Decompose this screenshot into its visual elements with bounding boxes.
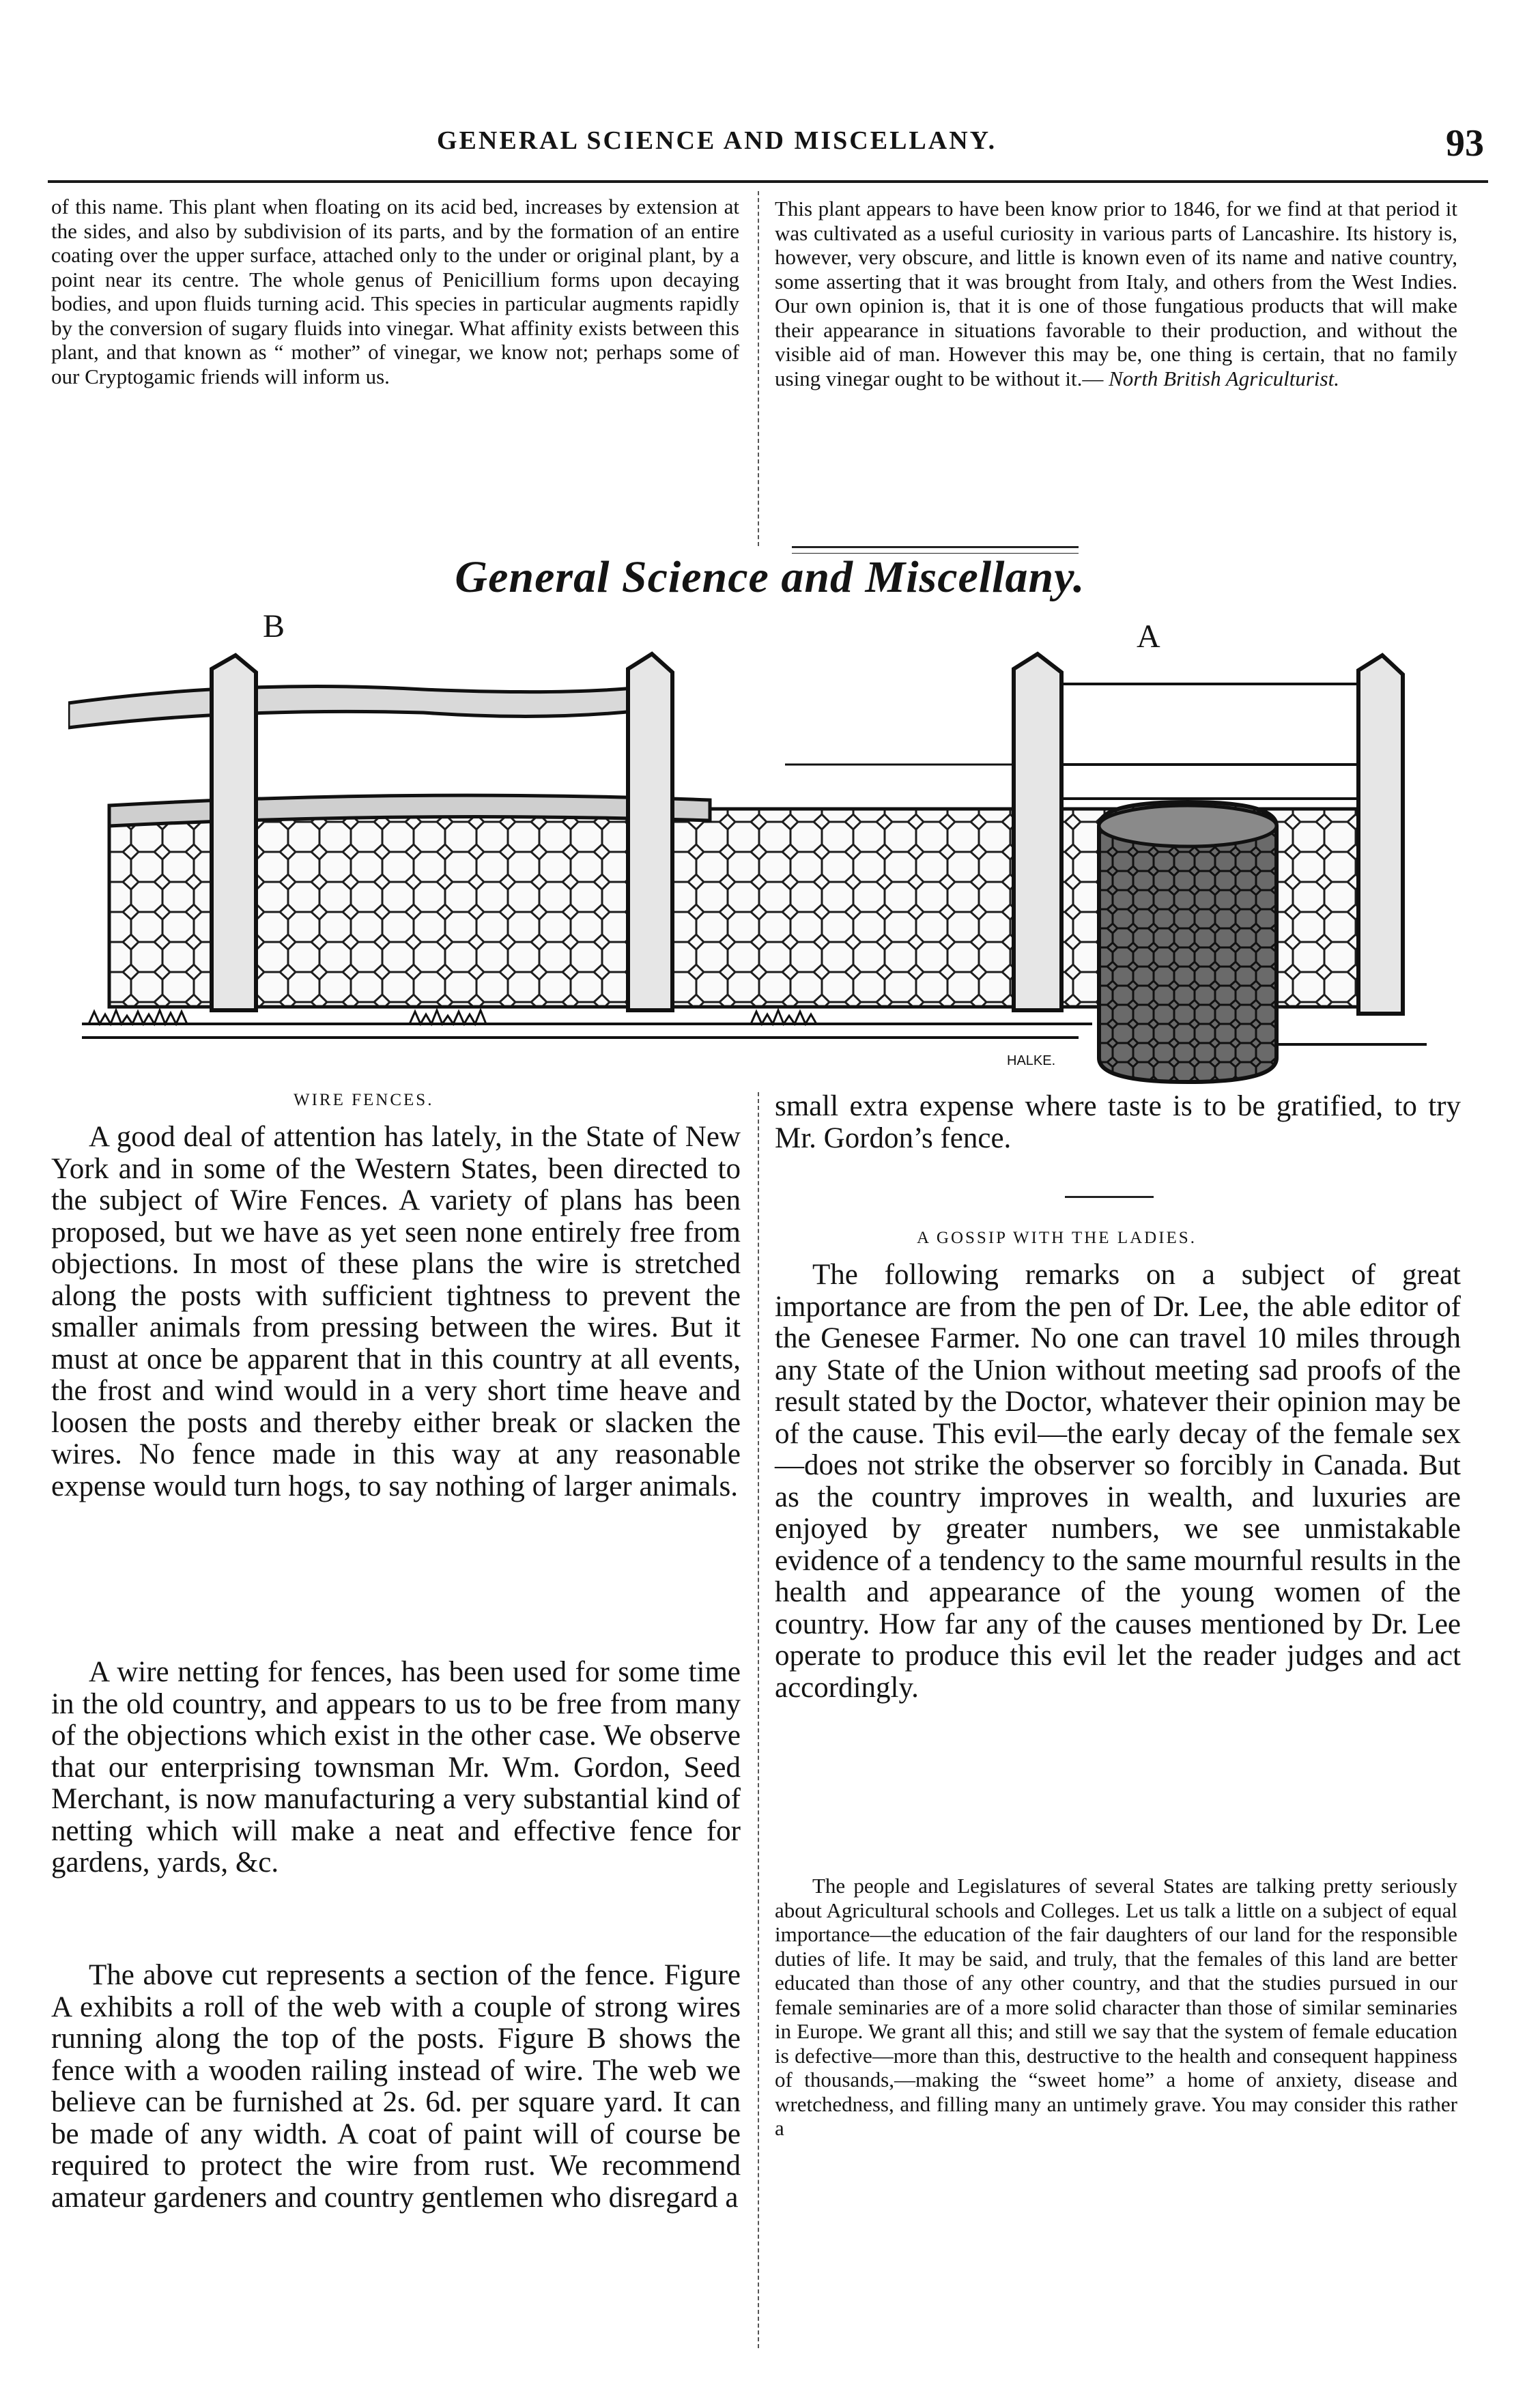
gossip-heading: A GOSSIP WITH THE LADIES. (917, 1229, 1197, 1247)
gossip-paragraph-1: The following remarks on a subject of great importance are from the pen of Dr. Lee, the able editor of the Genesee Farmer. No one can travel 10 miles through any State of the Union without meeting sad proofs of the result stated by the Doctor, whatever their opinion may be of the cause. This evil—the early decay of the female sex—does not strike the observer so forcibly in Canada. But as the country improves in wealth, and luxuries are enjoyed by greater numbers, we see unmistakable evidence of a tendency to the same mournful results in the health and appearance of the young women of the country. How far any of the causes mentioned by Dr. Lee operate to produce this evil let the reader judges and act accordingly. (775, 1259, 1461, 1704)
running-head (0, 122, 1540, 169)
wire-fences-paragraph-3: The above cut represents a section of the fence. Figure A exhibits a roll of the web with a couple of strong wires running along the top of the posts. Figure B shows the fence with a wooden railing instead of wire. The web we believe can be furnished at 2s. 6d. per square yard. It can be made of any width. A coat of paint will of course be required to protect the wire from rust. We recommend amateur gardeners and country gentlemen who disregard a (51, 1959, 741, 2214)
running-title: GENERAL SCIENCE AND MISCELLANY. (437, 126, 997, 155)
wire-fence-illustration (68, 642, 1488, 1092)
wooden-rails (68, 684, 710, 826)
article-separator (1065, 1196, 1154, 1198)
column-divider-top (758, 191, 759, 546)
roll-of-netting (1099, 802, 1277, 1082)
column-divider-bottom (758, 1092, 759, 2348)
wire-fences-heading: WIRE FENCES. (294, 1091, 434, 1109)
vinegar-plant-text: This plant appears to have been know prior to 1846, for we find at that period it was cultivated as a useful curiosity in various parts of Lancashire. Its history is, however, very obscure, and little is known even of its name and native country, some asserting that it was brought from Italy, and others from the West Indies. Our own opinion is, that it is one of those fungatious products that will make their appearance in situations favorable to their production, and without the visible aid of man. However this may be, one thing is certain, that no family using vinegar ought to be without it.— (775, 197, 1457, 390)
wire-fences-paragraph-1: A good deal of attention has lately, in the State of New York and in some of the Western States, been directed to the subject of Wire Fences. A variety of plans has been proposed, but we have as yet seen none entirely free from objections. In most of these plans the wire is stretched along the posts with sufficient tightness to prevent the smaller animals from pressing between the wires. But it must at once be apparent that in this country at all events, the frost and wind would in a very short time heave and loosen the posts and thereby either break or slacken the wires. No fence made in this way at any reasonable expense would turn hogs, to say nothing of larger animals. (51, 1121, 741, 1502)
vinegar-plant-paragraph (775, 197, 1457, 390)
header-rule (48, 180, 1488, 183)
tension-wires (785, 684, 1358, 799)
wire-fences-paragraph-2: A wire netting for fences, has been used for some time in the old country, and appears to us to be free from many of the objections which exist in the other case. We observe that our enterprising townsman Mr. Wm. Gordon, Seed Merchant, is now manufacturing a very substantial kind of netting which will make a neat and effective fence for gardens, yards, &c. (51, 1656, 741, 1879)
penicillium-paragraph: of this name. This plant when floating on its acid bed, increases by extension at the sides, and also by subdivision of its parts, and by the formation of an entire coating over the upper surface, attached only to the under or original plant, by a point near its centre. The whole genus of Penicillium forms upon decaying bodies, and upon fluids turning acid. This species in particular augments rapidly by the conversion of sugary fluids into vinegar. What affinity exists between this plant, and that known as “ mother” of vinegar, we know not; perhaps some of our Cryptogamic friends will inform us. (51, 195, 739, 388)
section-rule (792, 546, 1079, 548)
section-heading: General Science and Miscellany. (455, 552, 1085, 602)
source-credit: North British Agriculturist. (1109, 366, 1339, 390)
figure-label-b: B (263, 608, 285, 644)
figure-label-a: A (1137, 618, 1160, 655)
page-number: 93 (1446, 122, 1484, 165)
gossip-paragraph-2: The people and Legislatures of several States are talking pretty seriously about Agricultural schools and Colleges. Let us talk a little on a subject of equal importance—the education of the fair daughters of our land for the responsible duties of life. It may be said, and truly, that the females of this land are better educated than those of any other country, and that the studies pursued in our female seminaries are of a more solid character than those of similar seminaries in Europe. We grant all this; and still we say that the system of female education is defective—more than this, destructive to the health and consequent happiness of thousands,—making the “sweet home” a home of anxiety, disease and wretchedness, and filling many an untimely grave. You may consider this rather a (775, 1874, 1457, 2140)
wire-fences-continuation: small extra expense where taste is to be gratified, to try Mr. Gordon’s fence. (775, 1090, 1461, 1154)
engraver-signature: HALKE. (1007, 1053, 1056, 1068)
